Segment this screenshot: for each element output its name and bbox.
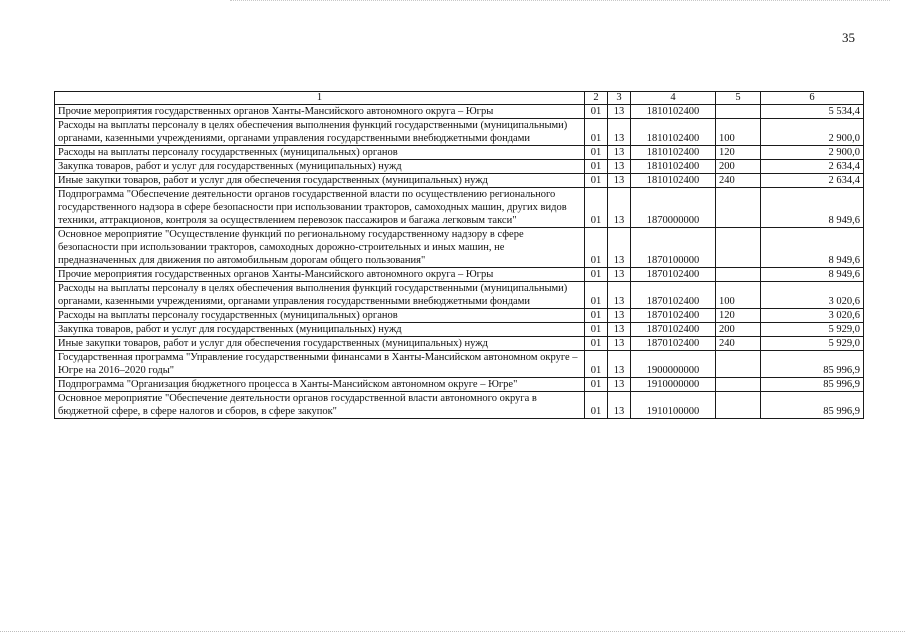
row-expense-type-cell: 240 bbox=[716, 174, 761, 188]
row-target-code-cell: 1810102400 bbox=[631, 119, 716, 146]
row-subsection-cell: 13 bbox=[608, 174, 631, 188]
scan-artifact-bottom bbox=[0, 631, 905, 634]
row-name-cell: Расходы на выплаты персоналу в целях обеспечения выполнения функций государственными (муниципальными) органами, казенными учреждениями, органами управления государственными внебюджетными фондами bbox=[55, 119, 585, 146]
row-name-cell: Расходы на выплаты персоналу государственных (муниципальных) органов bbox=[55, 146, 585, 160]
row-name-cell: Основное мероприятие "Обеспечение деятельности органов государственной власти автономного округа в бюджетной сфере, в сфере налогов и сборов, в сфере закупок" bbox=[55, 392, 585, 419]
row-subsection-cell: 13 bbox=[608, 188, 631, 228]
row-expense-type-cell: 120 bbox=[716, 146, 761, 160]
row-name-cell: Прочие мероприятия государственных органов Ханты-Мансийского автономного округа – Югры bbox=[55, 105, 585, 119]
row-amount-cell: 2 634,4 bbox=[761, 174, 864, 188]
row-section-cell: 01 bbox=[585, 282, 608, 309]
row-amount-cell: 8 949,6 bbox=[761, 188, 864, 228]
row-name-cell: Расходы на выплаты персоналу в целях обеспечения выполнения функций государственными (муниципальными) органами, казенными учреждениями, органами управления государственными внебюджетными фондами bbox=[55, 282, 585, 309]
row-expense-type-cell bbox=[716, 351, 761, 378]
row-target-code-cell: 1870102400 bbox=[631, 337, 716, 351]
row-amount-cell: 85 996,9 bbox=[761, 392, 864, 419]
row-name-cell: Закупка товаров, работ и услуг для государственных (муниципальных) нужд bbox=[55, 160, 585, 174]
table-row bbox=[55, 160, 864, 174]
row-target-code-cell: 1870102400 bbox=[631, 309, 716, 323]
page-number: 35 bbox=[842, 30, 855, 45]
row-section-cell: 01 bbox=[585, 119, 608, 146]
scan-artifact-top bbox=[230, 0, 890, 4]
row-section-cell: 01 bbox=[585, 105, 608, 119]
row-name-cell: Подпрограмма "Организация бюджетного процесса в Ханты-Мансийском автономном округе – Югре" bbox=[55, 378, 585, 392]
table-header-row bbox=[55, 92, 864, 105]
row-name-cell: Основное мероприятие "Осуществление функций по региональному государственному надзору в сфере безопасности при использовании тракторов, самоходных дорожно-строительных и иных машин, не предназначенных для движения по автомобильным дорогам общего пользования" bbox=[55, 228, 585, 268]
table-row bbox=[55, 392, 864, 419]
row-expense-type-cell: 100 bbox=[716, 282, 761, 309]
row-section-cell: 01 bbox=[585, 378, 608, 392]
row-expense-type-cell bbox=[716, 378, 761, 392]
row-target-code-cell: 1900000000 bbox=[631, 351, 716, 378]
row-subsection-cell: 13 bbox=[608, 160, 631, 174]
row-name-cell: Закупка товаров, работ и услуг для государственных (муниципальных) нужд bbox=[55, 323, 585, 337]
row-amount-cell: 85 996,9 bbox=[761, 378, 864, 392]
table-row bbox=[55, 309, 864, 323]
row-section-cell: 01 bbox=[585, 309, 608, 323]
row-expense-type-cell: 200 bbox=[716, 160, 761, 174]
budget-table bbox=[54, 91, 864, 419]
row-amount-cell: 3 020,6 bbox=[761, 282, 864, 309]
row-target-code-cell: 1870102400 bbox=[631, 323, 716, 337]
row-name-cell: Государственная программа "Управление государственными финансами в Ханты-Мансийском автономном округе – Югре на 2016–2020 годы" bbox=[55, 351, 585, 378]
table-row bbox=[55, 268, 864, 282]
row-expense-type-cell bbox=[716, 188, 761, 228]
header-cell-1: 1 bbox=[55, 92, 585, 105]
row-target-code-cell: 1910000000 bbox=[631, 378, 716, 392]
row-subsection-cell: 13 bbox=[608, 309, 631, 323]
row-section-cell: 01 bbox=[585, 228, 608, 268]
table-row bbox=[55, 337, 864, 351]
row-section-cell: 01 bbox=[585, 337, 608, 351]
row-section-cell: 01 bbox=[585, 174, 608, 188]
row-target-code-cell: 1870102400 bbox=[631, 282, 716, 309]
row-subsection-cell: 13 bbox=[608, 282, 631, 309]
row-amount-cell: 85 996,9 bbox=[761, 351, 864, 378]
row-expense-type-cell bbox=[716, 228, 761, 268]
row-subsection-cell: 13 bbox=[608, 392, 631, 419]
row-section-cell: 01 bbox=[585, 160, 608, 174]
row-subsection-cell: 13 bbox=[608, 268, 631, 282]
row-subsection-cell: 13 bbox=[608, 105, 631, 119]
row-target-code-cell: 1870100000 bbox=[631, 228, 716, 268]
row-subsection-cell: 13 bbox=[608, 323, 631, 337]
row-subsection-cell: 13 bbox=[608, 119, 631, 146]
row-subsection-cell: 13 bbox=[608, 228, 631, 268]
row-target-code-cell: 1810102400 bbox=[631, 160, 716, 174]
header-cell-4: 4 bbox=[631, 92, 716, 105]
header-cell-5: 5 bbox=[716, 92, 761, 105]
table-row bbox=[55, 105, 864, 119]
row-expense-type-cell: 240 bbox=[716, 337, 761, 351]
row-name-cell: Прочие мероприятия государственных органов Ханты-Мансийского автономного округа – Югры bbox=[55, 268, 585, 282]
row-amount-cell: 2 634,4 bbox=[761, 160, 864, 174]
table-row bbox=[55, 282, 864, 309]
row-section-cell: 01 bbox=[585, 188, 608, 228]
table-row bbox=[55, 174, 864, 188]
row-expense-type-cell: 100 bbox=[716, 119, 761, 146]
table-row bbox=[55, 188, 864, 228]
row-subsection-cell: 13 bbox=[608, 146, 631, 160]
row-section-cell: 01 bbox=[585, 268, 608, 282]
row-expense-type-cell bbox=[716, 268, 761, 282]
row-amount-cell: 2 900,0 bbox=[761, 119, 864, 146]
row-amount-cell: 5 929,0 bbox=[761, 323, 864, 337]
row-target-code-cell: 1870102400 bbox=[631, 268, 716, 282]
table-row bbox=[55, 146, 864, 160]
row-subsection-cell: 13 bbox=[608, 337, 631, 351]
row-name-cell: Иные закупки товаров, работ и услуг для обеспечения государственных (муниципальных) нужд bbox=[55, 174, 585, 188]
table-row bbox=[55, 119, 864, 146]
row-section-cell: 01 bbox=[585, 323, 608, 337]
header-cell-3: 3 bbox=[608, 92, 631, 105]
row-target-code-cell: 1910100000 bbox=[631, 392, 716, 419]
row-target-code-cell: 1810102400 bbox=[631, 146, 716, 160]
row-target-code-cell: 1810102400 bbox=[631, 105, 716, 119]
row-subsection-cell: 13 bbox=[608, 351, 631, 378]
table-row bbox=[55, 378, 864, 392]
row-target-code-cell: 1870000000 bbox=[631, 188, 716, 228]
row-name-cell: Иные закупки товаров, работ и услуг для обеспечения государственных (муниципальных) нужд bbox=[55, 337, 585, 351]
header-cell-6: 6 bbox=[761, 92, 864, 105]
row-amount-cell: 5 534,4 bbox=[761, 105, 864, 119]
row-section-cell: 01 bbox=[585, 351, 608, 378]
row-target-code-cell: 1810102400 bbox=[631, 174, 716, 188]
table-row bbox=[55, 228, 864, 268]
table-row bbox=[55, 351, 864, 378]
row-name-cell: Расходы на выплаты персоналу государственных (муниципальных) органов bbox=[55, 309, 585, 323]
row-amount-cell: 3 020,6 bbox=[761, 309, 864, 323]
row-section-cell: 01 bbox=[585, 146, 608, 160]
table-row bbox=[55, 323, 864, 337]
row-subsection-cell: 13 bbox=[608, 378, 631, 392]
row-expense-type-cell: 120 bbox=[716, 309, 761, 323]
row-amount-cell: 8 949,6 bbox=[761, 228, 864, 268]
row-amount-cell: 5 929,0 bbox=[761, 337, 864, 351]
header-cell-2: 2 bbox=[585, 92, 608, 105]
row-expense-type-cell: 200 bbox=[716, 323, 761, 337]
row-expense-type-cell bbox=[716, 392, 761, 419]
row-amount-cell: 2 900,0 bbox=[761, 146, 864, 160]
row-expense-type-cell bbox=[716, 105, 761, 119]
row-name-cell: Подпрограмма "Обеспечение деятельности органов государственной власти по осуществлению регионального государственного надзора в сфере безопасности при использовании тракторов, самоходных машин, других видов техники, аттракционов, контроля за осуществлением перевозок пассажиров и багажа легковым такси" bbox=[55, 188, 585, 228]
row-section-cell: 01 bbox=[585, 392, 608, 419]
row-amount-cell: 8 949,6 bbox=[761, 268, 864, 282]
